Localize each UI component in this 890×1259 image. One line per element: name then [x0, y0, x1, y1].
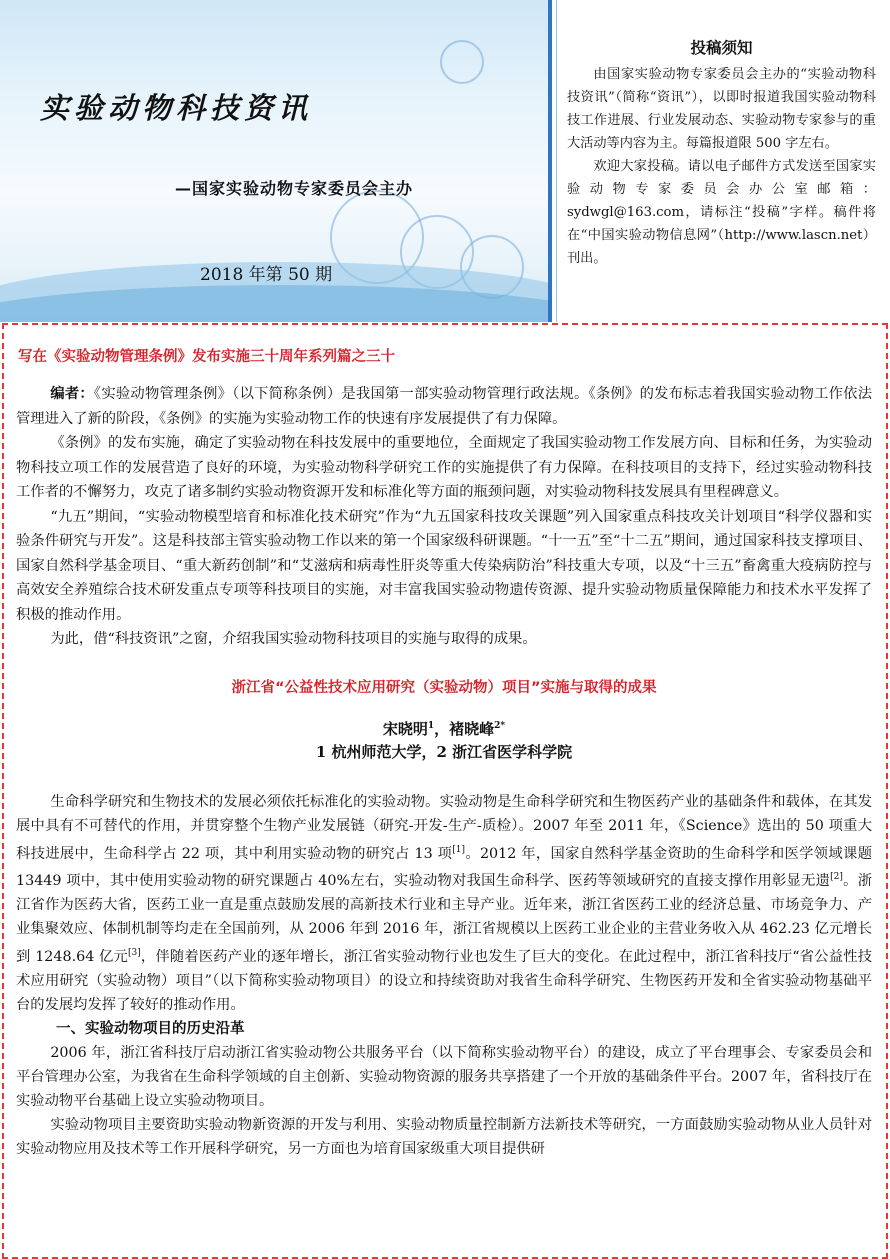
- editor-paragraph: “九五”期间，“实验动物模型培育和标准化技术研究”作为“九五国家科技攻关课题”列入国家重点科技攻关计划项目“科学仪器和实验条件研究与开发”。这是科技部主管实验动物工作以来的第一个国家级科研课题。“十一五”至“十二五”期间，通过国家科技支撑项目、国家自然科学基金项目、“重大新药创制”和“艾滋病和病毒性肝炎等重大传染病防治”科技重大专项，以及“十三五”畜禽重大疫病防控与高效安全养殖综合技术研发重点专项等科技项目的实施，对丰富我国实验动物遗传资源、提升实验动物质量保障能力和技术水平发挥了积极的推动作用。: [16, 508, 872, 623]
- editor-text: 《实验动物管理条例》（以下简称条例）是我国第一部实验动物管理行政法规。《条例》的发布标志着我国实验动物工作依法管理进入了新的阶段，《条例》的实施为实验动物工作的快速有序发展提供了有力保障。: [16, 386, 872, 427]
- series-heading: 写在《实验动物管理条例》发布实施三十周年系列篇之三十: [18, 349, 395, 365]
- article-title: 浙江省“公益性技术应用研究（实验动物）项目”实施与取得的成果: [231, 679, 657, 696]
- text-run: 。2012 年，国家自然科学基金资助的生命科学和医学领域课题 13449 项中，其中使用实验动物的研究课题占 40%左右，实验动物对我国生命科学、医药等领域研究的直接支撑作用彰显无遗: [16, 845, 872, 890]
- section-heading: 一、实验动物项目的历史沿革: [56, 1019, 245, 1037]
- author-name: 褚晓峰: [449, 719, 495, 738]
- notice-paragraph: 欢迎大家投稿。请以电子邮件方式发送至国家实验动物专家委员会办公室邮箱：sydwgl@163.com，请标注“投稿”字样。稿件将在“中国实验动物信息网”（http://www.lascn.net）刊出。: [567, 159, 876, 266]
- article-authors: [16, 715, 872, 741]
- masthead-divider: [548, 0, 552, 322]
- text-run: ，伴随着医药产业的逐年增长，浙江省实验动物行业也发生了巨大的变化。在此过程中，浙江省科技厅“省公益性技术应用研究（实验动物）项目”（以下简称实验动物项目）的设立和持续资助对我省生命科学研究、生物医药开发和全省实验动物基础平台的发展均发挥了较好的推动作用。: [16, 948, 872, 1013]
- notice-paragraph: 由国家实验动物专家委员会主办的“实验动物科技资讯”（简称“资讯”），以即时报道我国实验动物科技工作进展、行业发展动态、实验动物专家参与的重大活动等内容为主。每篇报道限 500 字左右。: [567, 67, 876, 151]
- author-affiliation-mark: 2*: [494, 720, 506, 731]
- issue-number: 2018 年第 50 期: [200, 265, 333, 285]
- article-paragraph: 实验动物项目主要资助实验动物新资源的开发与利用、实验动物质量控制新方法新技术等研究，一方面鼓励实验动物从业人员针对实验动物应用及技术等工作开展科学研究，另一方面也为培育国家级重大项目提供研: [16, 1116, 872, 1157]
- reference-mark: [2]: [830, 872, 843, 883]
- article-body: [16, 790, 872, 1161]
- publication-subtitle: —国家实验动物专家委员会主办: [175, 179, 414, 198]
- article-paragraph: [16, 790, 872, 1017]
- author-separator: ，: [434, 719, 450, 738]
- notice-title: 投稿须知: [690, 39, 753, 57]
- editor-lead: 编者：: [50, 386, 94, 402]
- editor-paragraph: [16, 382, 872, 431]
- text-run: 。浙江省作为医药大省，医药工业一直是重点鼓励发展的高新技术行业和主导产业。近年来，浙江省医药工业的经济总量、市场竞争力、产业集聚效应、体制机制等均走在全国前列，从 2006 年到 2016 年，浙江省规模以上医药工业企业的主营业务收入从 462.23 亿元增长到 1248.64 亿元: [16, 873, 873, 965]
- article-paragraph: 2006 年，浙江省科技厅启动浙江省实验动物公共服务平台（以下简称实验动物平台）的建设，成立了平台理事会、专家委员会和平台管理办公室，为我省在生命科学领域的自主创新、实验动物资源的服务共享搭建了一个开放的基础条件平台。2007 年，省科技厅在实验动物平台基础上设立实验动物项目。: [16, 1044, 872, 1109]
- author-name: 宋晓明: [382, 719, 428, 738]
- editor-paragraph: 为此，借“科技资讯”之窗，介绍我国实验动物科技项目的实施与取得的成果。: [50, 631, 537, 647]
- submission-notice: [556, 0, 890, 322]
- publication-title: 实验动物科技资讯: [40, 91, 313, 125]
- article-affiliations: 1 杭州师范大学，2 浙江省医学科学院: [315, 742, 573, 761]
- editor-paragraph: 《条例》的发布实施，确定了实验动物在科技发展中的重要地位，全面规定了我国实验动物工作发展方向、目标和任务，为实验动物科技立项工作的发展营造了良好的环境，为实验动物科学研究工作的实施提供了有力保障。在科技项目的支持下，经过实验动物科技工作者的不懈努力，攻克了诸多制约实验动物资源开发和标准化等方面的瓶颈问题，对实验动物科技发展具有里程碑意义。: [16, 435, 872, 500]
- content-area: [16, 345, 872, 1161]
- flower-ornament: [440, 40, 484, 84]
- masthead-banner: [0, 0, 548, 322]
- text-run: 生命科学研究和生物技术的发展必须依托标准化的实验动物。实验动物是生命科学研究和生物医药产业的基础条件和载体，在其发展中具有不可替代的作用，并贯穿整个生物产业发展链（研究-开发-生产-质检）。2007 年至 2011 年，《Science》选出的 50 项重大科技进展中，生命科学占 22 项，其中利用实验动物的研究占 13 项: [16, 793, 872, 862]
- author-affiliation-mark: 1: [427, 720, 435, 731]
- reference-mark: [1]: [452, 844, 465, 855]
- reference-mark: [3]: [128, 948, 141, 959]
